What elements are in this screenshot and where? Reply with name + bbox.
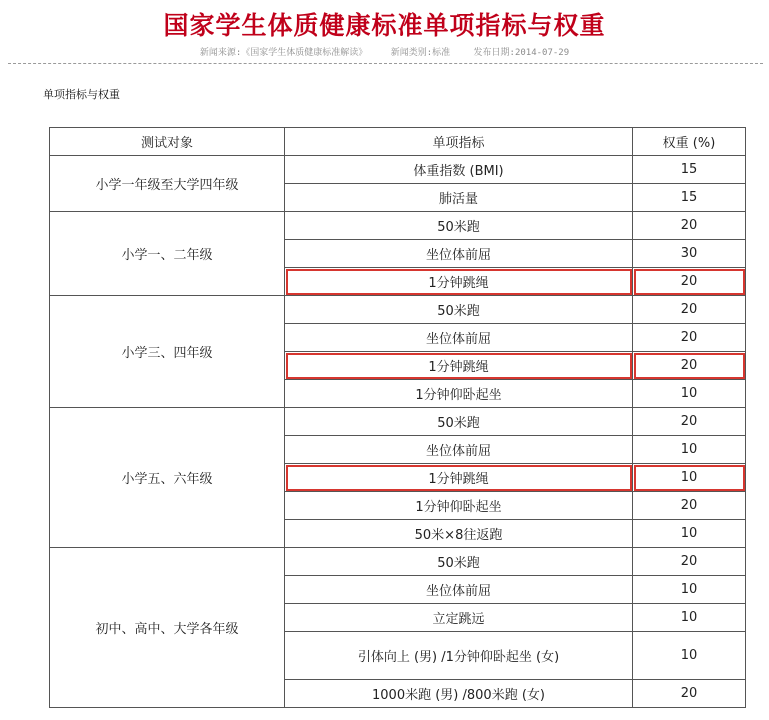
subject-cell: 小学一年级至大学四年级: [50, 156, 285, 212]
indicator-cell-highlighted: 1分钟跳绳: [285, 464, 633, 492]
indicator-cell: 50米跑: [285, 548, 633, 576]
table-row: [50, 548, 746, 576]
indicator-cell: 50米跑: [285, 212, 633, 240]
weight-cell: 20: [633, 352, 746, 380]
indicator-cell: 体重指数 (BMI): [285, 156, 633, 184]
indicator-cell: 1分钟仰卧起坐: [285, 380, 633, 408]
header-subject: 测试对象: [50, 128, 285, 156]
header-weight: 权重 (%): [633, 128, 746, 156]
table-row: [50, 212, 746, 240]
indicator-cell: 50米跑: [285, 408, 633, 436]
indicator-cell: 立定跳远: [285, 604, 633, 632]
table-row: [50, 296, 746, 324]
article-meta: [0, 45, 769, 58]
weight-cell: 30: [633, 240, 746, 268]
weight-cell: 20: [633, 548, 746, 576]
indicator-cell: 引体向上 (男) /1分钟仰卧起坐 (女): [285, 632, 633, 680]
indicator-cell-highlighted: 1分钟跳绳: [285, 352, 633, 380]
indicator-cell: 坐位体前屈: [285, 436, 633, 464]
weight-cell: 10: [633, 464, 746, 492]
news-source: 新闻来源:《国家学生体质健康标准解读》: [199, 48, 368, 58]
weight-cell: 10: [633, 520, 746, 548]
weight-cell: 20: [633, 492, 746, 520]
subject-cell: 小学五、六年级: [50, 408, 285, 548]
weight-cell: 20: [633, 212, 746, 240]
dashed-divider: [8, 63, 763, 64]
weight-cell: 15: [633, 184, 746, 212]
table-row: [50, 156, 746, 184]
weight-cell: 10: [633, 632, 746, 680]
page-title: 国家学生体质健康标准单项指标与权重: [163, 11, 606, 40]
indicator-cell: 50米×8往返跑: [285, 520, 633, 548]
indicator-cell: 50米跑: [285, 296, 633, 324]
weight-cell: 20: [633, 324, 746, 352]
indicator-cell-highlighted: 1分钟跳绳: [285, 268, 633, 296]
subject-cell: 小学一、二年级: [50, 212, 285, 296]
news-category: 新闻类别:标准: [390, 48, 451, 58]
weight-cell: 10: [633, 604, 746, 632]
indicator-cell: 1000米跑 (男) /800米跑 (女): [285, 680, 633, 708]
header-indicator: 单项指标: [285, 128, 633, 156]
subject-cell: 初中、高中、大学各年级: [50, 548, 285, 708]
indicator-cell: 坐位体前屈: [285, 240, 633, 268]
weight-cell: 20: [633, 408, 746, 436]
indicator-cell: 坐位体前屈: [285, 576, 633, 604]
weight-cell: 20: [633, 680, 746, 708]
weight-cell: 20: [633, 268, 746, 296]
weight-cell: 20: [633, 296, 746, 324]
weight-cell: 10: [633, 576, 746, 604]
weight-cell: 10: [633, 380, 746, 408]
subject-cell: 小学三、四年级: [50, 296, 285, 408]
indicator-cell: 肺活量: [285, 184, 633, 212]
indicator-cell: 坐位体前屈: [285, 324, 633, 352]
weight-cell: 15: [633, 156, 746, 184]
section-label: 单项指标与权重: [43, 88, 120, 101]
indicator-weight-table: [49, 127, 746, 708]
table-body: [50, 156, 746, 708]
table-row: [50, 408, 746, 436]
indicator-cell: 1分钟仰卧起坐: [285, 492, 633, 520]
table-header-row: [50, 128, 746, 156]
publish-date: 发布日期:2014-07-29: [473, 48, 570, 58]
weight-cell: 10: [633, 436, 746, 464]
